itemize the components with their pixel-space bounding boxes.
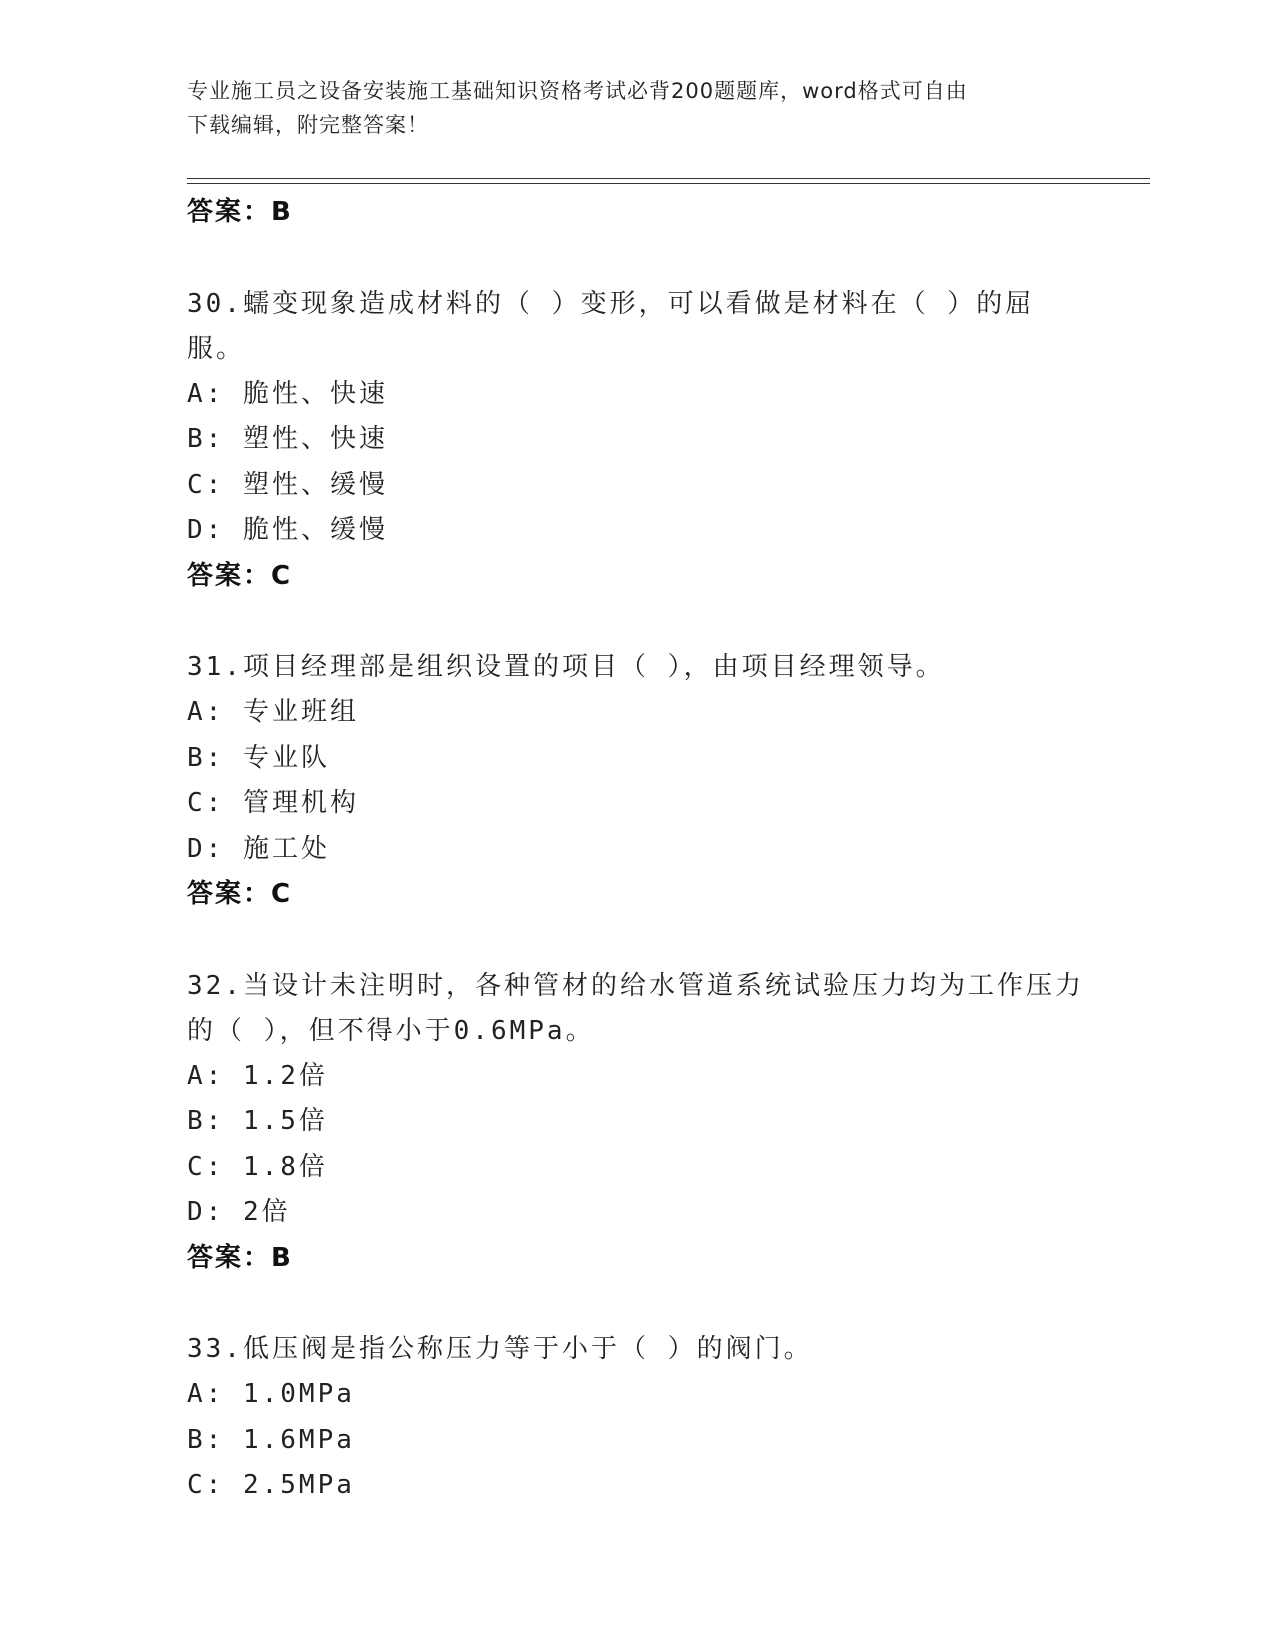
header-divider-bottom [187,183,1150,184]
answer-32: 答案：B [187,1242,293,1273]
option-b: B: 1.5倍 [187,1106,328,1136]
option-c: C: 2.5MPa [187,1470,355,1500]
question-block-31 [187,645,1087,918]
option-c: C: 塑性、缓慢 [187,469,388,500]
header-line-2: 下载编辑，附完整答案！ [187,113,429,137]
question-text-33: 33.低压阀是指公称压力等于小于（ ）的阀门。 [187,1334,813,1364]
question-block-32 [187,964,1087,1282]
header-line-1: 专业施工员之设备安装施工基础知识资格考试必背200题题库，word格式可自由 [187,79,968,103]
option-d: D: 施工处 [187,833,330,864]
option-a: A: 脆性、快速 [187,378,388,409]
option-c: C: 管理机构 [187,788,359,818]
previous-answer: 答案：B [187,197,293,227]
question-list [187,190,1087,1509]
option-b: B: 专业队 [187,742,330,773]
header-divider-top [187,178,1150,179]
document-header [187,74,1087,142]
option-b: B: 塑性、快速 [187,424,388,454]
question-block-30 [187,282,1087,600]
question-text-32: 32.当设计未注明时，各种管材的给水管道系统试验压力均为工作压力的（ ），但不得小于0.6MPa。 [187,970,1084,1046]
answer-30: 答案：C [187,560,293,591]
question-text-30: 30.蠕变现象造成材料的（ ）变形，可以看做是材料在（ ）的屈服。 [187,288,1035,364]
option-d: D: 脆性、缓慢 [187,515,388,545]
option-a: A: 专业班组 [187,697,359,727]
answer-31: 答案：C [187,879,293,909]
option-d: D: 2倍 [187,1197,291,1227]
question-block-33 [187,1327,1087,1509]
question-text-31: 31.项目经理部是组织设置的项目（ ），由项目经理领导。 [187,652,945,682]
option-b: B: 1.6MPa [187,1424,355,1455]
option-a: A: 1.2倍 [187,1060,328,1091]
option-a: A: 1.0MPa [187,1379,355,1409]
option-c: C: 1.8倍 [187,1151,328,1182]
